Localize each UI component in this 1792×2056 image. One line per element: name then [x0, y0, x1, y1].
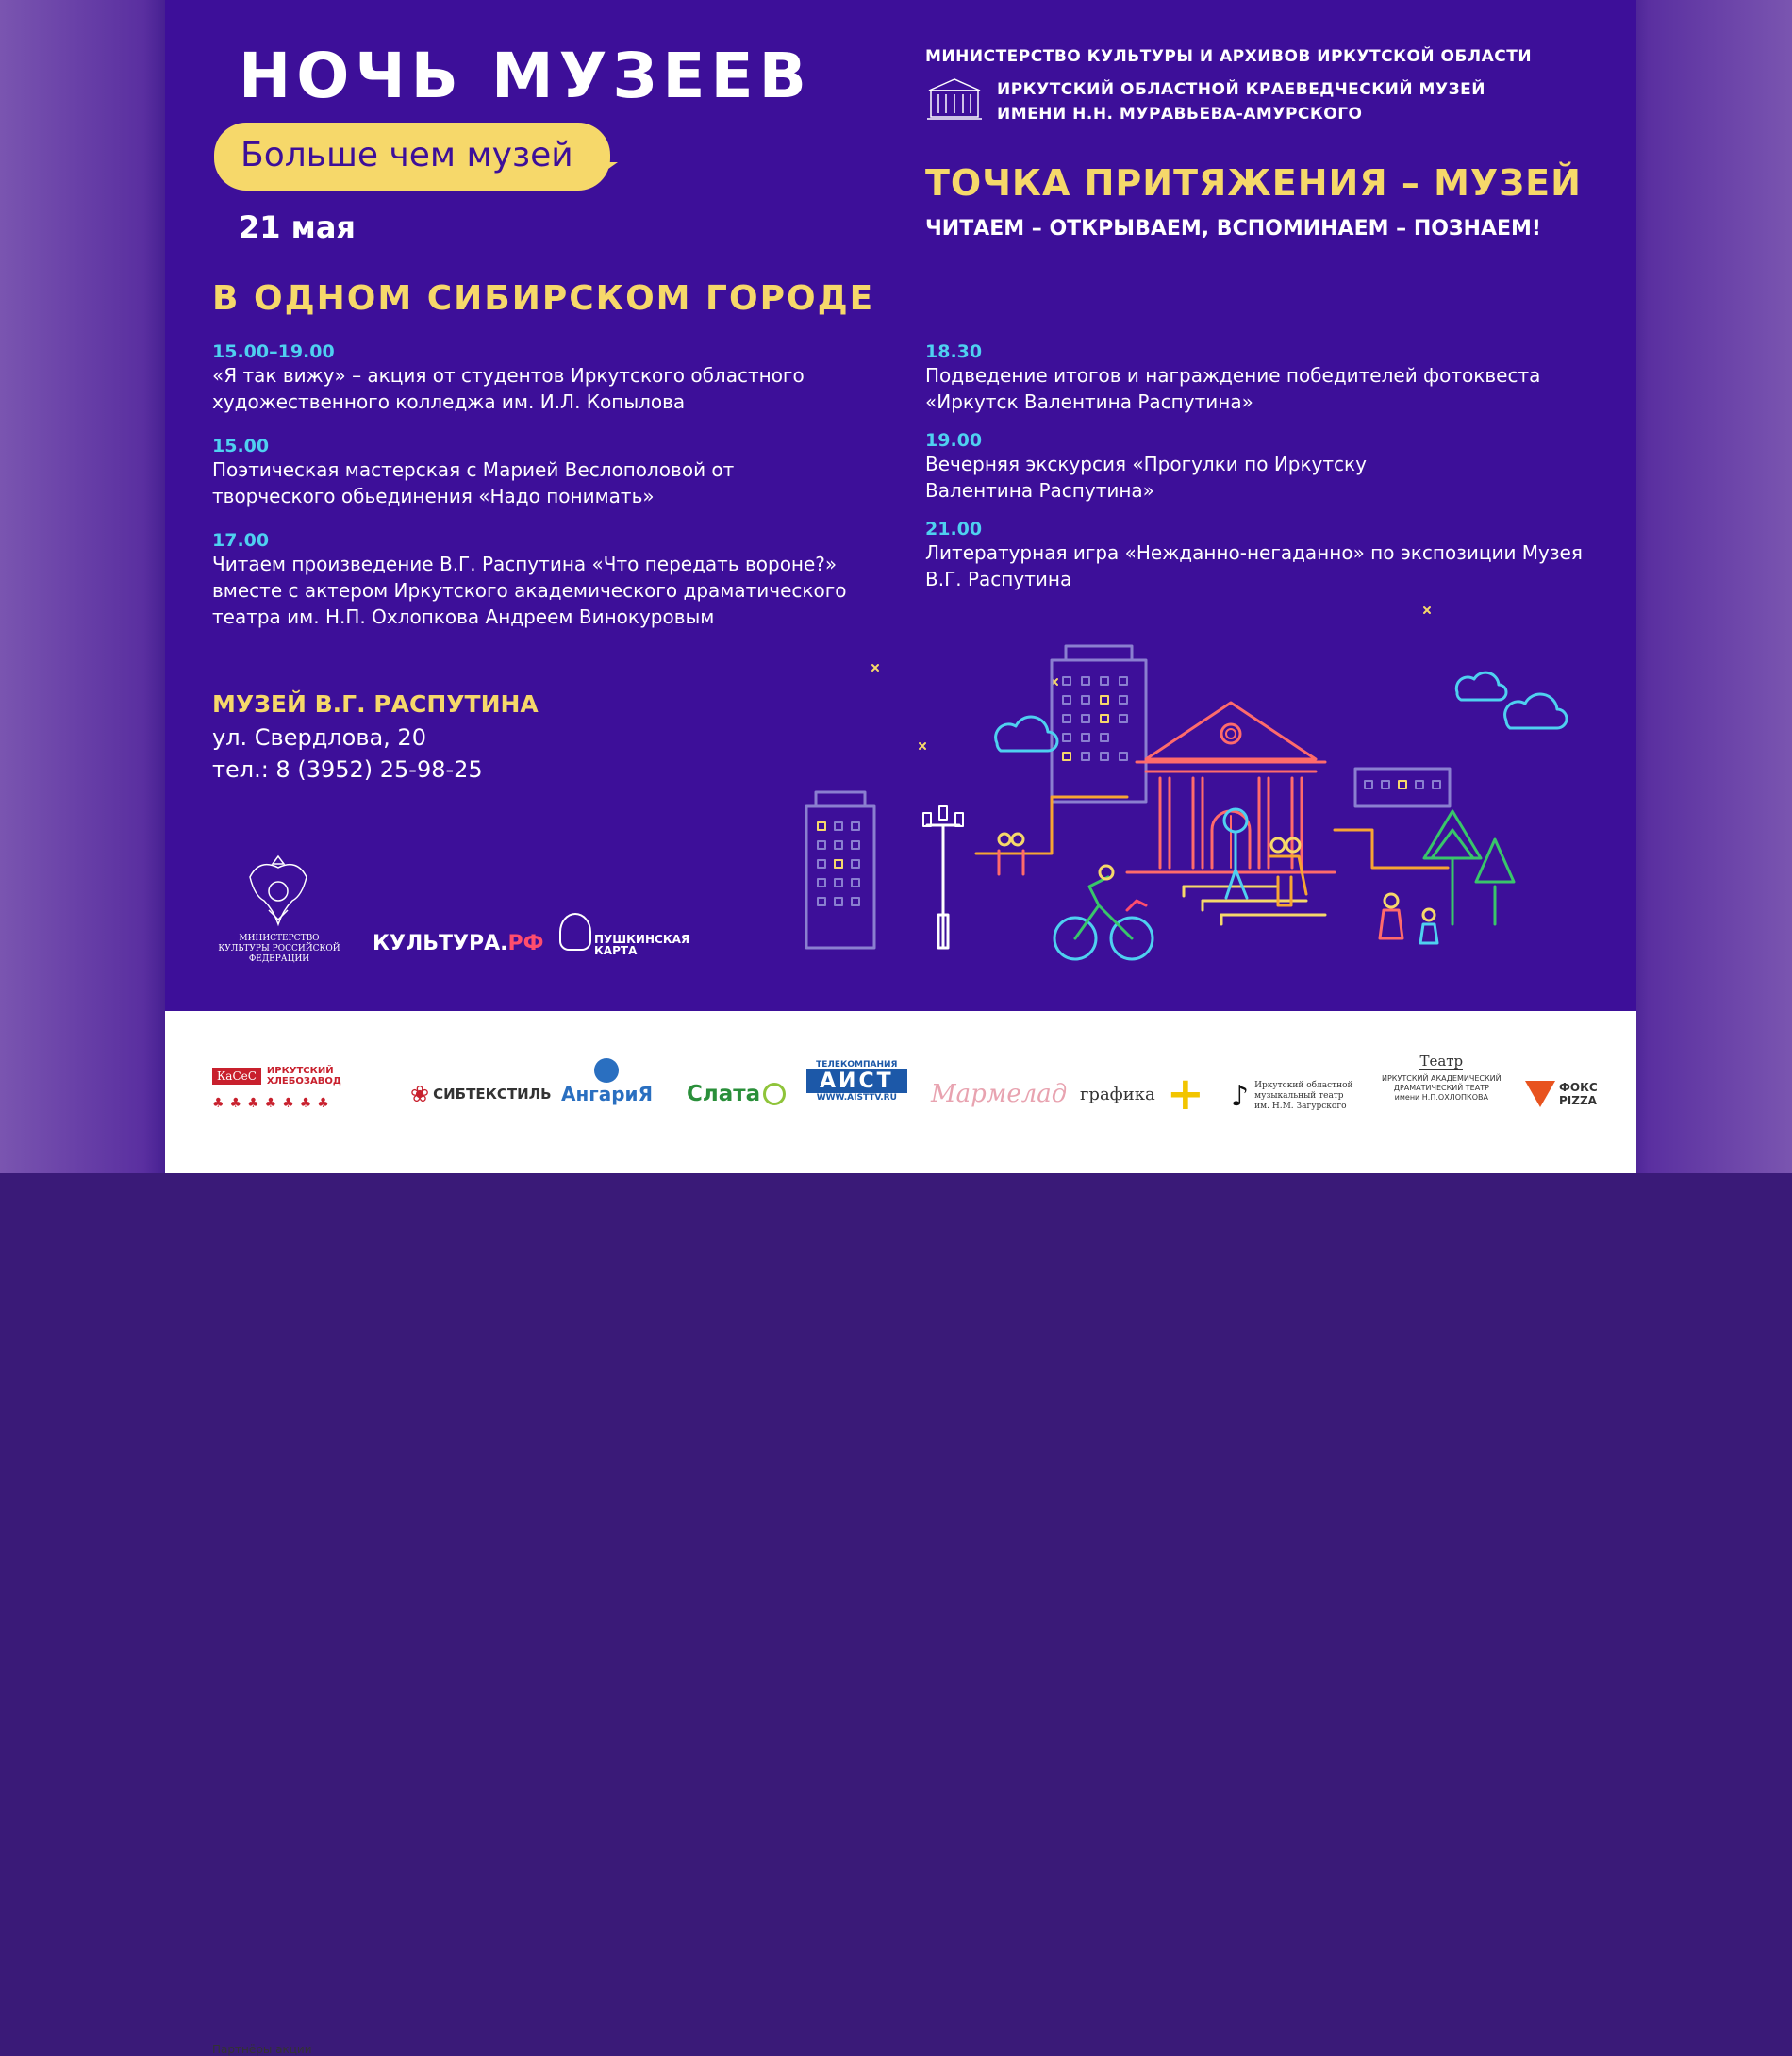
poster — [165, 0, 1636, 2056]
dramteatr-label — [1382, 1074, 1502, 1103]
event-time: 15.00–19.00 — [212, 341, 335, 362]
slogan-bubble-tail — [580, 162, 618, 189]
fox-icon — [1525, 1081, 1555, 1107]
sibtekstil-flower-icon: ❀ — [410, 1081, 430, 1107]
museum-name — [997, 77, 1485, 126]
event-text: Подведение итогов и награждение победителей фотоквеста «Иркутск Валентина Распутина» — [925, 364, 1541, 413]
sibtekstil-label: СИБТЕКСТИЛЬ — [433, 1086, 552, 1103]
partners-band — [165, 1011, 1636, 2056]
event-text: Литературная игра «Нежданно-негаданно» по экспозиции Музея В.Г. Распутина — [925, 541, 1583, 590]
right-event-2 — [925, 430, 1435, 504]
aist-label: АИСТ — [806, 1069, 907, 1093]
grafika-logo — [1080, 1066, 1204, 1122]
muzteatr-line2: музыкальный театр — [1254, 1090, 1344, 1101]
event-time: 21.00 — [925, 519, 983, 539]
kasec-hlebozavod-logo — [212, 1066, 373, 1122]
venue-phone: тел.: 8 (3952) 25-98-25 — [212, 756, 483, 783]
dramteatr-line3: имени Н.П.ОХЛОПКОВА — [1394, 1093, 1488, 1102]
museum-building-icon — [925, 75, 984, 123]
foks-label — [1559, 1081, 1598, 1107]
event-date: 21 мая — [239, 209, 356, 245]
grafika-plus-icon: + — [1166, 1068, 1204, 1120]
ministry-name: МИНИСТЕРСТВО КУЛЬТУРЫ И АРХИВОВ ИРКУТСКОЙ ОБЛАСТИ — [925, 47, 1533, 66]
foks-line1: ФОКС — [1559, 1081, 1598, 1094]
point-subtitle: ЧИТАЕМ – ОТКРЫВАЕМ, ВСПОМИНАЕМ – ПОЗНАЕМ! — [925, 217, 1541, 240]
dramteatr-emblem: Театр — [1419, 1053, 1464, 1069]
right-event-1 — [925, 341, 1585, 415]
museum-name-line1: ИРКУТСКИЙ ОБЛАСТНОЙ КРАЕВЕДЧЕСКИЙ МУЗЕЙ — [997, 80, 1485, 99]
muzteatr-label — [1254, 1081, 1352, 1112]
grafika-label: графика — [1080, 1084, 1155, 1104]
muzteatr-line3: им. Н.М. Загурского — [1254, 1101, 1347, 1111]
left-event-1 — [212, 341, 872, 415]
foks-line2: PIZZA — [1559, 1094, 1597, 1107]
left-event-2 — [212, 436, 797, 509]
angariya-label: АнгариЯ — [561, 1083, 653, 1105]
slogan-text: Больше чем музей — [241, 136, 573, 174]
event-title: НОЧЬ МУЗЕЕВ — [239, 40, 812, 112]
music-note-icon: ♪ — [1231, 1079, 1250, 1113]
partners-label: Партнёры акции — [212, 2043, 312, 2056]
event-text: Поэтическая мастерская с Марией Веслополовой от творческого обьединения «Надо понимать» — [212, 458, 735, 507]
pushkin-portrait-icon — [559, 913, 591, 951]
dramteatr-line2: ДРАМАТИЧЕСКИЙ ТЕАТР — [1393, 1084, 1489, 1092]
venue-address: ул. Свердлова, 20 — [212, 724, 426, 751]
event-time: 18.30 — [925, 341, 983, 362]
angariya-logo — [561, 1058, 653, 1115]
right-event-3 — [925, 519, 1585, 592]
slata-label: Слата — [687, 1082, 761, 1106]
hlebozavod-stars-icon: ♣♣♣♣♣♣♣ — [212, 1096, 335, 1111]
city-illustration — [788, 604, 1599, 962]
kultura-rf-logo — [373, 932, 543, 955]
aist-top-label: ТЕЛЕКОМПАНИЯ — [816, 1060, 898, 1069]
pushkin-card-logo — [594, 934, 689, 956]
marmelad-label: Мармелад — [931, 1080, 1068, 1108]
muzteatr-line1: Иркутский областной — [1254, 1080, 1353, 1090]
city-heading: В ОДНОМ СИБИРСКОМ ГОРОДЕ — [212, 279, 875, 318]
event-text: Вечерняя экскурсия «Прогулки по Иркутску Валентина Распутина» — [925, 453, 1367, 502]
event-time: 17.00 — [212, 530, 270, 551]
aist-url-label: WWW.AISTTV.RU — [816, 1093, 897, 1103]
museum-name-line2: ИМЕНИ Н.Н. МУРАВЬЕВА-АМУРСКОГО — [997, 105, 1363, 124]
slata-logo — [687, 1066, 786, 1122]
angariya-icon — [594, 1058, 619, 1083]
venue-name: МУЗЕЙ В.Г. РАСПУТИНА — [212, 690, 539, 718]
coat-of-arms-icon — [241, 849, 316, 932]
pushkin-line2: КАРТА — [594, 944, 638, 957]
marmelad-logo — [931, 1066, 1067, 1122]
point-title: ТОЧКА ПРИТЯЖЕНИЯ – МУЗЕЙ — [925, 162, 1582, 204]
kasec-label: КаСеС — [212, 1068, 261, 1085]
dramteatr-line1: ИРКУТСКИЙ АКАДЕМИЧЕСКИЙ — [1382, 1074, 1502, 1083]
foks-pizza-logo — [1525, 1066, 1598, 1122]
sibtekstil-logo — [410, 1066, 552, 1122]
dramteatr-logo — [1382, 1053, 1502, 1124]
slata-leaf-icon — [763, 1083, 786, 1105]
event-time: 15.00 — [212, 436, 270, 456]
event-text: Читаем произведение В.Г. Распутина «Что передать вороне?» вместе с актером Иркутского академического драматического театра им. Н.П. Охлопкова Андреем Винокуровым — [212, 553, 847, 628]
event-text: «Я так вижу» – акция от студентов Иркутского областного художественного колледжа им. И.Л. Копылова — [212, 364, 805, 413]
ministry-rf-label: МИНИСТЕРСТВО КУЛЬТУРЫ РОССИЙСКОЙ ФЕДЕРАЦИИ — [218, 934, 340, 964]
kultura-rf-text: РФ — [507, 932, 544, 955]
muzteatr-logo — [1231, 1068, 1353, 1124]
kultura-text: КУЛЬТУРА. — [373, 932, 508, 955]
hlebozavod-label: ИРКУТСКИЙ ХЛЕБОЗАВОД — [266, 1066, 341, 1086]
pushkin-line1: ПУШКИНСКАЯ — [594, 933, 690, 946]
aist-logo — [806, 1060, 907, 1117]
event-time: 19.00 — [925, 430, 983, 451]
